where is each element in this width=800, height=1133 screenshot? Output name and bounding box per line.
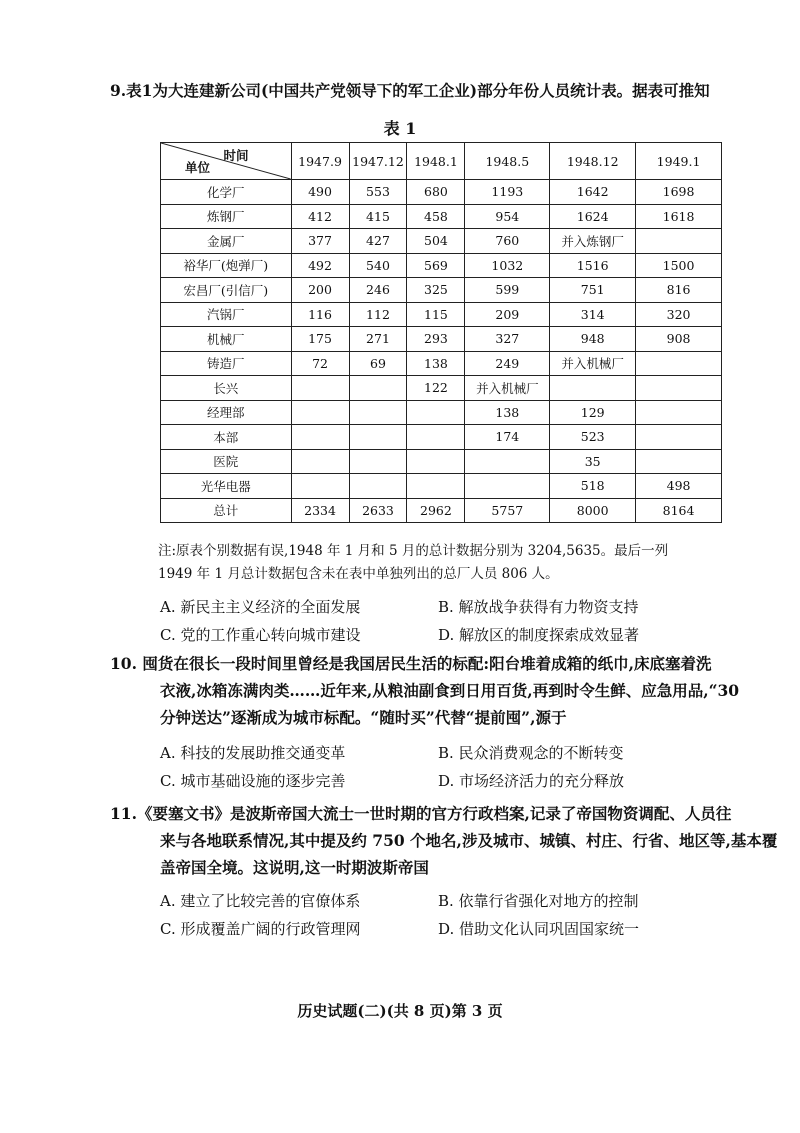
q11-option-b[interactable]: B. 依靠行省强化对地方的控制: [438, 892, 639, 910]
table-cell: [407, 449, 465, 474]
q11-line-1: 11.《要塞文书》是波斯帝国大流士一世时期的官方行政档案,记录了帝国物资调配、人员往: [110, 804, 732, 823]
table-cell: 并入炼钢厂: [550, 229, 636, 254]
q11-line-3: 盖帝国全境。这说明,这一时期波斯帝国: [160, 858, 429, 877]
table-cell: 5757: [465, 498, 550, 523]
table-cell: [291, 425, 349, 450]
table-cell: 116: [291, 302, 349, 327]
table-cell: [407, 425, 465, 450]
table-cell: 599: [465, 278, 550, 303]
unit-name-cell: 长兴: [161, 376, 292, 401]
table-cell: 412: [291, 204, 349, 229]
unit-name-cell: 总计: [161, 498, 292, 523]
table-cell: 8000: [550, 498, 636, 523]
question-11-stem: [110, 800, 778, 881]
table-cell: 948: [550, 327, 636, 352]
table-cell: 1642: [550, 180, 636, 205]
table-cell: 492: [291, 253, 349, 278]
table-row: [161, 204, 722, 229]
table-row: [161, 327, 722, 352]
table-row: [161, 376, 722, 401]
personnel-table: [160, 142, 722, 523]
table-row: [161, 180, 722, 205]
table-row: [161, 229, 722, 254]
table-cell: 2633: [349, 498, 407, 523]
table-cell: 908: [636, 327, 722, 352]
unit-name-cell: 裕华厂(炮弹厂): [161, 253, 292, 278]
column-header: 1948.12: [550, 143, 636, 180]
q11-option-a[interactable]: A. 建立了比较完善的官僚体系: [160, 892, 361, 910]
table-cell: 490: [291, 180, 349, 205]
q10-option-c[interactable]: C. 城市基础设施的逐步完善: [160, 772, 346, 790]
table-cell: [291, 376, 349, 401]
unit-name-cell: 金属厂: [161, 229, 292, 254]
column-header: 1947.12: [349, 143, 407, 180]
table-cell: 1618: [636, 204, 722, 229]
table-cell: [291, 449, 349, 474]
column-header: 1948.1: [407, 143, 465, 180]
unit-name-cell: 铸造厂: [161, 351, 292, 376]
table-cell: 954: [465, 204, 550, 229]
table-cell: 498: [636, 474, 722, 499]
column-header: 1949.1: [636, 143, 722, 180]
table-cell: 751: [550, 278, 636, 303]
table-cell: 2334: [291, 498, 349, 523]
table-row: [161, 351, 722, 376]
q9-option-c[interactable]: C. 党的工作重心转向城市建设: [160, 626, 361, 644]
table-row: [161, 278, 722, 303]
unit-name-cell: 汽锅厂: [161, 302, 292, 327]
q11-line-2: 来与各地联系情况,其中提及约 750 个地名,涉及城市、城镇、村庄、行省、地区等,基本覆: [160, 831, 778, 850]
table-cell: 2962: [407, 498, 465, 523]
note-line-1: 注:原表个别数据有误,1948 年 1 月和 5 月的总计数据分别为 3204,5635。最后一列: [158, 543, 669, 559]
question-10-stem: [110, 650, 740, 731]
table-cell: [407, 474, 465, 499]
q10-option-b[interactable]: B. 民众消费观念的不断转变: [438, 744, 624, 762]
table-cell: 458: [407, 204, 465, 229]
table-row: [161, 498, 722, 523]
table-cell: 129: [550, 400, 636, 425]
table-cell: 35: [550, 449, 636, 474]
table-cell: [550, 376, 636, 401]
table-cell: [636, 376, 722, 401]
table-cell: 174: [465, 425, 550, 450]
table-cell: 200: [291, 278, 349, 303]
table-cell: 209: [465, 302, 550, 327]
table-cell: 1032: [465, 253, 550, 278]
table-cell: [465, 449, 550, 474]
table-cell: 377: [291, 229, 349, 254]
corner-time-label: 时间: [223, 148, 249, 163]
q9-option-d[interactable]: D. 解放区的制度探索成效显著: [438, 626, 640, 644]
table-cell: 415: [349, 204, 407, 229]
table-title: 表 1: [383, 119, 417, 138]
table-cell: 760: [465, 229, 550, 254]
table-cell: 427: [349, 229, 407, 254]
table-cell: 138: [465, 400, 550, 425]
table-row: [161, 400, 722, 425]
table-cell: 246: [349, 278, 407, 303]
table-cell: [636, 400, 722, 425]
table-row: [161, 474, 722, 499]
table-cell: [291, 474, 349, 499]
table-cell: 1193: [465, 180, 550, 205]
table-body: [161, 180, 722, 523]
table-cell: 293: [407, 327, 465, 352]
unit-name-cell: 宏昌厂(引信厂): [161, 278, 292, 303]
unit-name-cell: 炼钢厂: [161, 204, 292, 229]
column-header: 1948.5: [465, 143, 550, 180]
table-cell: 69: [349, 351, 407, 376]
table-cell: 518: [550, 474, 636, 499]
table-row: [161, 425, 722, 450]
table-cell: 1698: [636, 180, 722, 205]
table-cell: 249: [465, 351, 550, 376]
table-row: [161, 302, 722, 327]
table-cell: [349, 400, 407, 425]
table-cell: 122: [407, 376, 465, 401]
q10-option-d[interactable]: D. 市场经济活力的充分释放: [438, 772, 625, 790]
unit-name-cell: 经理部: [161, 400, 292, 425]
table-cell: 816: [636, 278, 722, 303]
table-cell: 523: [550, 425, 636, 450]
table-cell: 1516: [550, 253, 636, 278]
column-header: 1947.9: [291, 143, 349, 180]
question-9-stem: 9.表1为大连建新公司(中国共产党领导下的军工企业)部分年份人员统计表。据表可推知: [110, 81, 710, 100]
q10-option-a[interactable]: A. 科技的发展助推交通变革: [160, 744, 346, 762]
q9-option-b[interactable]: B. 解放战争获得有力物资支持: [438, 598, 639, 616]
table-row: [161, 253, 722, 278]
unit-name-cell: 化学厂: [161, 180, 292, 205]
q10-line-2: 衣液,冰箱冻满肉类……近年来,从粮油副食到日用百货,再到时令生鲜、应急用品,“30: [160, 681, 740, 700]
q11-option-c[interactable]: C. 形成覆盖广阔的行政管理网: [160, 920, 361, 938]
table-cell: 1500: [636, 253, 722, 278]
note-line-2: 1949 年 1 月总计数据包含未在表中单独列出的总厂人员 806 人。: [158, 566, 559, 582]
table-cell: 72: [291, 351, 349, 376]
table-cell: [349, 376, 407, 401]
unit-name-cell: 本部: [161, 425, 292, 450]
q9-option-a[interactable]: A. 新民主主义经济的全面发展: [160, 598, 361, 616]
table-cell: 325: [407, 278, 465, 303]
corner-unit-label: 单位: [185, 160, 211, 175]
table-cell: 314: [550, 302, 636, 327]
table-cell: [407, 400, 465, 425]
table-cell: 553: [349, 180, 407, 205]
table-cell: [349, 425, 407, 450]
table-cell: 138: [407, 351, 465, 376]
table-note: [158, 540, 758, 586]
q10-line-1: 10. 囤货在很长一段时间里曾经是我国居民生活的标配:阳台堆着成箱的纸巾,床底塞着洗: [110, 654, 712, 673]
table-cell: [465, 474, 550, 499]
table-cell: 569: [407, 253, 465, 278]
table-cell: 680: [407, 180, 465, 205]
table-cell: [349, 449, 407, 474]
table-cell: [349, 474, 407, 499]
unit-name-cell: 医院: [161, 449, 292, 474]
table-cell: 271: [349, 327, 407, 352]
q10-line-3: 分钟送达”逐渐成为城市标配。“随时买”代替“提前囤”,源于: [160, 708, 567, 727]
table-cell: 327: [465, 327, 550, 352]
table-cell: [636, 351, 722, 376]
table-cell: [636, 229, 722, 254]
table-cell: 112: [349, 302, 407, 327]
table-cell: [291, 400, 349, 425]
table-cell: 8164: [636, 498, 722, 523]
table-cell: 并入机械厂: [550, 351, 636, 376]
unit-name-cell: 光华电器: [161, 474, 292, 499]
table-header-row: [161, 143, 722, 180]
table-cell: 175: [291, 327, 349, 352]
table-cell: [636, 449, 722, 474]
q11-option-d[interactable]: D. 借助文化认同巩固国家统一: [438, 920, 640, 938]
table-row: [161, 449, 722, 474]
table-cell: [636, 425, 722, 450]
table-cell: 1624: [550, 204, 636, 229]
table-cell: 并入机械厂: [465, 376, 550, 401]
table-cell: 115: [407, 302, 465, 327]
table-cell: 504: [407, 229, 465, 254]
unit-name-cell: 机械厂: [161, 327, 292, 352]
table-cell: 320: [636, 302, 722, 327]
page-footer: 历史试题(二)(共 8 页)第 3 页: [297, 1002, 503, 1020]
table-cell: 540: [349, 253, 407, 278]
table-corner-cell: [161, 143, 292, 180]
